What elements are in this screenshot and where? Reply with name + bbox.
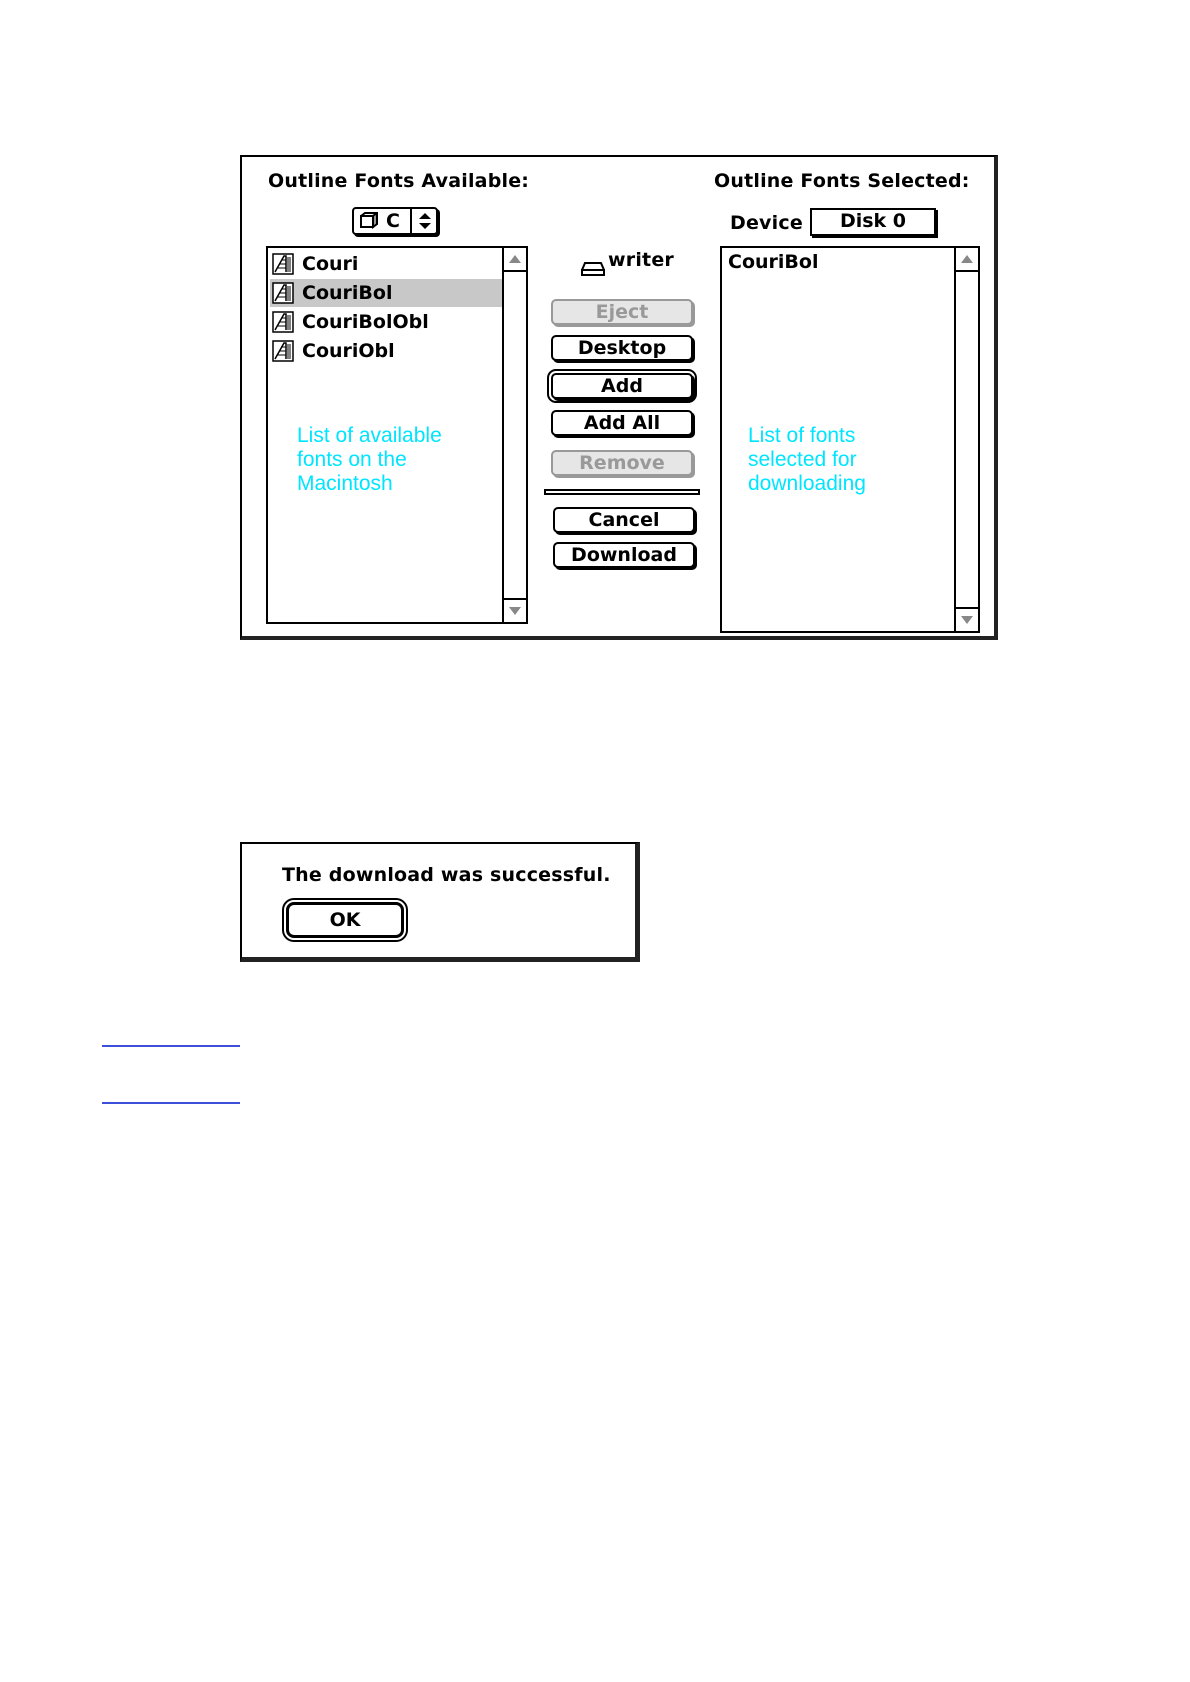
desktop-button[interactable]: Desktop — [551, 335, 693, 361]
font-file-icon — [272, 311, 294, 333]
horizontal-rule — [102, 1102, 240, 1104]
selected-fonts-header: Outline Fonts Selected: — [714, 170, 970, 192]
device-label: Device — [730, 212, 803, 234]
font-file-icon — [272, 340, 294, 362]
font-name: Couri — [302, 253, 359, 275]
scroll-up-arrow-icon[interactable] — [504, 248, 526, 272]
available-list-scrollbar[interactable] — [502, 248, 526, 622]
volume-value: C — [386, 210, 400, 232]
divider — [544, 489, 700, 495]
annotation-line: List of fonts — [748, 424, 856, 447]
selected-list-scrollbar[interactable] — [954, 248, 978, 631]
download-alert-dialog — [240, 842, 640, 962]
horizontal-rule — [102, 1045, 240, 1047]
font-list-item[interactable] — [270, 279, 502, 307]
disk-icon — [360, 212, 378, 230]
download-button[interactable]: Download — [553, 542, 695, 568]
font-list-item[interactable] — [270, 337, 502, 365]
popup-divider — [410, 209, 412, 233]
scroll-down-arrow-icon[interactable] — [956, 607, 978, 631]
annotation-line: downloading — [748, 472, 866, 495]
add-all-button[interactable]: Add All — [551, 410, 693, 436]
updown-arrows-icon — [418, 212, 432, 230]
font-download-dialog — [240, 155, 998, 640]
remove-button[interactable]: Remove — [551, 450, 693, 476]
annotation-line: selected for — [748, 448, 857, 471]
add-button[interactable]: Add — [551, 373, 693, 399]
font-list-item[interactable] — [270, 308, 502, 336]
scroll-up-arrow-icon[interactable] — [956, 248, 978, 272]
eject-button[interactable]: Eject — [551, 299, 693, 325]
annotation-line: List of available — [297, 424, 442, 447]
available-fonts-header: Outline Fonts Available: — [268, 170, 530, 192]
volume-popup[interactable] — [352, 207, 438, 235]
annotation-line: Macintosh — [297, 472, 393, 495]
printer-icon — [581, 261, 605, 277]
font-file-icon — [272, 253, 294, 275]
selected-list-annotation — [748, 424, 866, 496]
available-list-annotation — [297, 424, 442, 496]
font-list-item[interactable] — [270, 250, 502, 278]
font-file-icon — [272, 282, 294, 304]
cancel-button[interactable]: Cancel — [553, 507, 695, 533]
font-name: CouriBolObl — [302, 311, 429, 333]
font-name: CouriBol — [302, 282, 393, 304]
scroll-down-arrow-icon[interactable] — [504, 598, 526, 622]
font-name: CouriObl — [302, 340, 395, 362]
alert-message: The download was successful. — [282, 864, 611, 886]
device-field[interactable]: Disk 0 — [810, 208, 936, 236]
printer-name: writer — [608, 249, 674, 271]
ok-button[interactable]: OK — [286, 902, 404, 938]
annotation-line: fonts on the — [297, 448, 407, 471]
selected-font-item[interactable]: CouriBol — [728, 251, 819, 273]
